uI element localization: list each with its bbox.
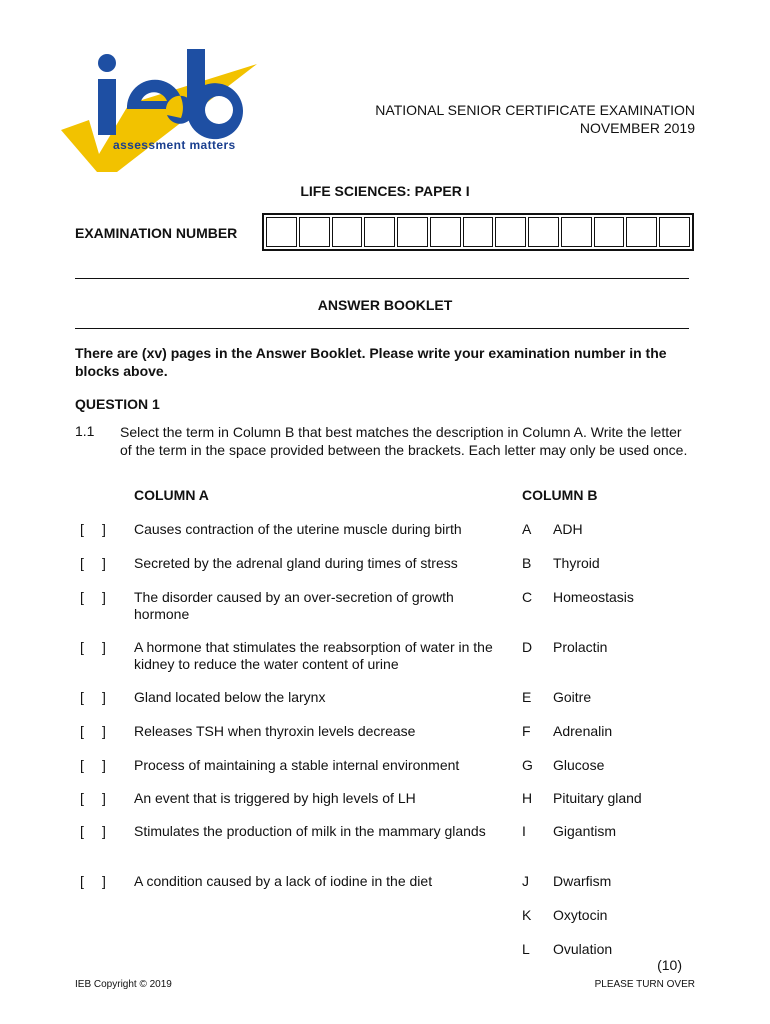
paper-title: LIFE SCIENCES: PAPER I xyxy=(300,183,470,199)
answer-bracket-open[interactable]: [ xyxy=(80,689,84,705)
column-b-term: Gigantism xyxy=(553,823,617,839)
column-a-description: An event that is triggered by high levels of LH xyxy=(134,790,416,806)
exam-number-box[interactable] xyxy=(561,217,592,247)
column-b-letter: E xyxy=(522,689,532,705)
exam-number-box[interactable] xyxy=(332,217,363,247)
exam-number-box[interactable] xyxy=(495,217,526,247)
total-marks: (10) xyxy=(657,957,682,973)
column-b-term: Glucose xyxy=(553,757,605,773)
exam-number-box[interactable] xyxy=(594,217,625,247)
exam-number-box[interactable] xyxy=(266,217,297,247)
column-b-header: COLUMN B xyxy=(522,487,598,503)
exam-number-box[interactable] xyxy=(659,217,690,247)
answer-bracket-close[interactable]: ] xyxy=(102,723,106,739)
column-b-letter: B xyxy=(522,555,532,571)
column-b-letter: A xyxy=(522,521,532,537)
answer-bracket-open[interactable]: [ xyxy=(80,823,84,839)
answer-bracket-close[interactable]: ] xyxy=(102,757,106,773)
logo-i-stem xyxy=(98,79,116,135)
column-a-description: Stimulates the production of milk in the mammary glands xyxy=(134,823,486,839)
answer-bracket-close[interactable]: ] xyxy=(102,689,106,705)
column-a-description: A hormone that stimulates the reabsorption of water in the kidney to reduce the water content of urine xyxy=(134,639,493,672)
ieb-logo xyxy=(57,44,261,174)
column-b-letter: F xyxy=(522,723,531,739)
exam-number-label: EXAMINATION NUMBER xyxy=(75,225,238,241)
column-b-letter: G xyxy=(522,757,533,773)
column-a-description: Gland located below the larynx xyxy=(134,689,326,705)
column-b-letter: H xyxy=(522,790,533,806)
answer-bracket-open[interactable]: [ xyxy=(80,790,84,806)
exam-number-box[interactable] xyxy=(528,217,559,247)
column-b-letter: I xyxy=(522,823,526,839)
column-b-term: Pituitary gland xyxy=(553,790,642,806)
column-a-description: Secreted by the adrenal gland during times of stress xyxy=(134,555,458,571)
question-instruction: Select the term in Column B that best matches the description in Column A. Write the letter of the term in the space provided between the brackets. Each letter may only be used once. xyxy=(120,424,688,458)
column-a-header: COLUMN A xyxy=(134,487,209,503)
answer-bracket-open[interactable]: [ xyxy=(80,757,84,773)
exam-number-box[interactable] xyxy=(364,217,395,247)
answer-bracket-open[interactable]: [ xyxy=(80,639,84,655)
logo-i-dot xyxy=(98,54,116,72)
answer-bracket-close[interactable]: ] xyxy=(102,589,106,605)
exam-number-box[interactable] xyxy=(463,217,494,247)
answer-bracket-close[interactable]: ] xyxy=(102,521,106,537)
logo-b xyxy=(187,49,243,139)
exam-number-box[interactable] xyxy=(626,217,657,247)
column-b-letter: J xyxy=(522,873,529,889)
column-b-term: Ovulation xyxy=(553,941,613,957)
column-b-term: Prolactin xyxy=(553,639,608,655)
exam-number-box[interactable] xyxy=(430,217,461,247)
column-b-term: Adrenalin xyxy=(553,723,613,739)
booklet-title: ANSWER BOOKLET xyxy=(317,297,453,313)
exam-number-box[interactable] xyxy=(299,217,330,247)
answer-bracket-open[interactable]: [ xyxy=(80,723,84,739)
column-b-letter: D xyxy=(522,639,533,655)
column-b-term: Homeostasis xyxy=(553,589,634,605)
column-b-term: Dwarfism xyxy=(553,873,612,889)
answer-bracket-close[interactable]: ] xyxy=(102,790,106,806)
column-b-term: Goitre xyxy=(553,689,592,705)
footer-copyright: IEB Copyright © 2019 xyxy=(75,979,172,990)
column-b-term: Thyroid xyxy=(553,555,600,571)
exam-number-boxes[interactable] xyxy=(262,213,694,251)
column-b-term: Oxytocin xyxy=(553,907,608,923)
column-a-description: Releases TSH when thyroxin levels decrease xyxy=(134,723,416,739)
intro-text: There are (xv) pages in the Answer Booklet. Please write your examination number in the blocks above. xyxy=(75,345,667,379)
answer-bracket-close[interactable]: ] xyxy=(102,873,106,889)
exam-date: NOVEMBER 2019 xyxy=(579,120,695,136)
exam-number-box[interactable] xyxy=(397,217,428,247)
column-a-description: Process of maintaining a stable internal environment xyxy=(134,757,460,773)
column-b-letter: C xyxy=(522,589,533,605)
column-a-description: Causes contraction of the uterine muscle during birth xyxy=(134,521,462,537)
column-b-letter: K xyxy=(522,907,532,923)
column-b-letter: L xyxy=(522,941,530,957)
question-number: 1.1 xyxy=(75,423,95,439)
column-b-term: ADH xyxy=(553,521,583,537)
exam-title: NATIONAL SENIOR CERTIFICATE EXAMINATION xyxy=(375,102,695,118)
answer-bracket-open[interactable]: [ xyxy=(80,589,84,605)
column-a-description: The disorder caused by an over-secretion of growth hormone xyxy=(134,589,454,622)
divider-top xyxy=(75,278,689,279)
footer-turn-over: PLEASE TURN OVER xyxy=(594,979,695,990)
column-a-description: A condition caused by a lack of iodine in the diet xyxy=(134,873,433,889)
answer-bracket-open[interactable]: [ xyxy=(80,555,84,571)
logo-tagline: assessment matters xyxy=(113,138,236,152)
answer-bracket-close[interactable]: ] xyxy=(102,555,106,571)
answer-bracket-close[interactable]: ] xyxy=(102,823,106,839)
answer-bracket-open[interactable]: [ xyxy=(80,873,84,889)
divider-bottom xyxy=(75,328,689,329)
question-title: QUESTION 1 xyxy=(75,396,160,412)
answer-bracket-close[interactable]: ] xyxy=(102,639,106,655)
answer-bracket-open[interactable]: [ xyxy=(80,521,84,537)
